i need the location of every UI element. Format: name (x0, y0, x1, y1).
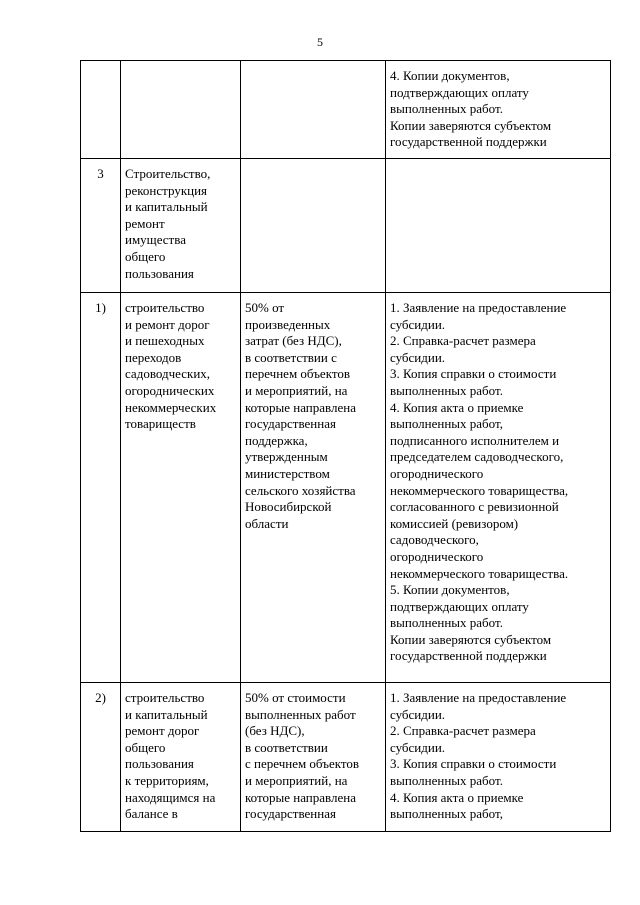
documents-cell: 1. Заявление на предоставление субсидии. 2. Справка-расчет размера субсидии. 3. Копия справки о стоимости выполненных работ. 4. Копия акта о приемке выполненных работ, (386, 683, 611, 832)
row-number-cell: 3 (81, 159, 121, 293)
subsidy-amount-cell: 50% от стоимости выполненных работ (без НДС), в соответствии с перечнем объектов и мероприятий, на которые направлена государственная (241, 683, 386, 832)
table-row (81, 683, 611, 832)
direction-cell: строительство и капитальный ремонт дорог общего пользования к территориям, находящимся на балансе в (121, 683, 241, 832)
row-number-cell (81, 61, 121, 159)
subsidy-table (80, 60, 611, 832)
subsidy-amount-cell (241, 159, 386, 293)
documents-cell: 4. Копии документов, подтверждающих оплату выполненных работ. Копии заверяются субъектом государственной поддержки (386, 61, 611, 159)
documents-cell (386, 159, 611, 293)
subsidy-amount-cell (241, 61, 386, 159)
table-row (81, 293, 611, 683)
page-number: 5 (317, 35, 323, 49)
subsidy-amount-cell: 50% от произведенных затрат (без НДС), в соответствии с перечнем объектов и мероприятий, на которые направлена государственная поддержка, утвержденным министерством сельского хозяйства Новосибирской области (241, 293, 386, 683)
table-row (81, 61, 611, 159)
table-row (81, 159, 611, 293)
documents-cell: 1. Заявление на предоставление субсидии. 2. Справка-расчет размера субсидии. 3. Копия справки о стоимости выполненных работ. 4. Копия акта о приемке выполненных работ, подписанного исполнителем и председателем садоводческого, огороднического некоммерческого товарищества, согласованного с ревизионной комиссией (ревизором) садоводческого, огороднического некоммерческого товарищества. 5. Копии документов, подтверждающих оплату выполненных работ. Копии заверяются субъектом государственной поддержки (386, 293, 611, 683)
direction-cell: Строительство, реконструкция и капитальный ремонт имущества общего пользования (121, 159, 241, 293)
direction-cell: строительство и ремонт дорог и пешеходных переходов садоводческих, огороднических некоммерческих товариществ (121, 293, 241, 683)
row-number-cell: 1) (81, 293, 121, 683)
row-number-cell: 2) (81, 683, 121, 832)
direction-cell (121, 61, 241, 159)
